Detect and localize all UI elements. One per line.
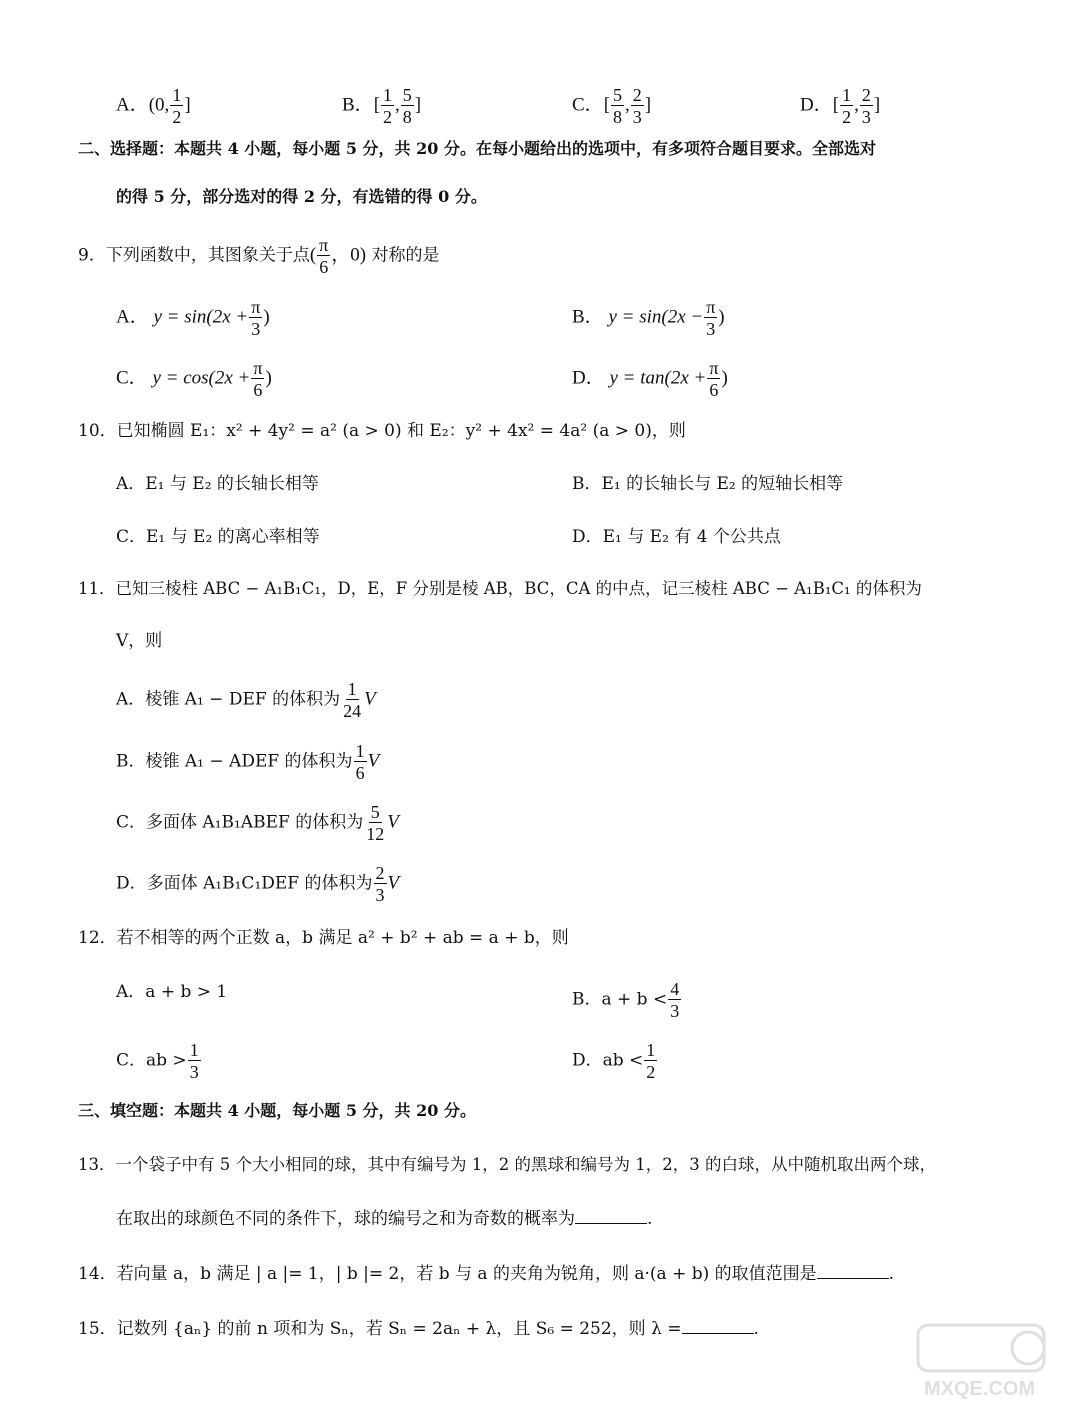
q12-option-c: C．ab > $\frac{1}{3}$	[116, 1040, 199, 1082]
q9-option-a: A． y = sin(2x + $\frac{\pi}{3}$ )	[116, 297, 270, 339]
q11-option-d: D．多面体 A₁B₁C₁DEF 的体积为 $\frac{2}{3}$ V	[116, 863, 400, 905]
q10-option-d: D．E₁ 与 E₂ 有 4 个公共点	[572, 527, 781, 547]
q10-option-a: A．E₁ 与 E₂ 的长轴长相等	[116, 474, 319, 494]
section-2-heading-cont: 的得 5 分，部分选对的得 2 分，有选错的得 0 分。	[116, 187, 487, 206]
q10-option-b: B．E₁ 的长轴长与 E₂ 的短轴长相等	[572, 474, 844, 494]
watermark-text: MXQE.COM	[924, 1378, 1036, 1400]
q8-option-b: B．[ $\frac{1}{2}$ , $\frac{5}{8}$ ]	[342, 85, 422, 127]
question-15-stem: 15．记数列 {aₙ} 的前 n 项和为 Sₙ，若 Sₙ = 2aₙ + λ，且 S₆ = 252，则 λ = .	[78, 1319, 759, 1339]
q12-option-a: A．a + b > 1	[116, 982, 228, 1002]
q8-option-a: A．(0, $\frac{1}{2}$ ]	[116, 85, 191, 127]
q9-option-b: B． y = sin(2x − $\frac{\pi}{3}$ )	[572, 297, 725, 339]
question-13-stem-cont: 在取出的球颜色不同的条件下，球的编号之和为奇数的概率为 .	[116, 1209, 653, 1229]
q14-answer-blank[interactable]	[817, 1262, 889, 1279]
q12-option-d: D．ab < $\frac{1}{2}$	[572, 1040, 656, 1082]
q10-option-c: C．E₁ 与 E₂ 的离心率相等	[116, 527, 320, 547]
q13-answer-blank[interactable]	[575, 1207, 647, 1224]
question-11-stem: 11．已知三棱柱 ABC − A₁B₁C₁，D，E，F 分别是棱 AB，BC，CA 的中点，记三棱柱 ABC − A₁B₁C₁ 的体积为	[78, 579, 922, 598]
question-10-stem: 10．已知椭圆 E₁：x² + 4y² = a² (a > 0) 和 E₂：y² + 4x² = 4a² (a > 0)，则	[78, 421, 686, 441]
question-14-stem: 14．若向量 a，b 满足 | a |= 1，| b |= 2，若 b 与 a 的夹角为锐角，则 a·(a + b) 的取值范围是 .	[78, 1264, 895, 1284]
q11-option-c: C．多面体 A₁B₁ABEF 的体积为 $\frac{5}{12}$ V	[116, 802, 399, 844]
q9-option-c: C． y = cos(2x + $\frac{\pi}{6}$ )	[116, 358, 272, 400]
q11-option-b: B．棱锥 A₁ − ADEF 的体积为 $\frac{1}{6}$ V	[116, 741, 380, 783]
watermark-logo	[910, 1321, 1060, 1401]
q9-option-d: D． y = tan(2x + $\frac{\pi}{6}$ )	[572, 358, 728, 400]
question-11-stem-cont: V，则	[116, 631, 163, 651]
section-3-heading: 三、填空题：本题共 4 小题，每小题 5 分，共 20 分。	[78, 1101, 476, 1120]
section-2-heading: 二、选择题：本题共 4 小题，每小题 5 分，共 20 分。在每小题给出的选项中，有多项符合题目要求。全部选对	[78, 139, 876, 158]
q8-option-c: C．[ $\frac{5}{8}$ , $\frac{2}{3}$ ]	[572, 85, 652, 127]
q12-option-b: B．a + b < $\frac{4}{3}$	[572, 979, 680, 1021]
q11-option-a: A．棱锥 A₁ − DEF 的体积为 $\frac{1}{24}$ V	[116, 679, 376, 721]
q15-answer-blank[interactable]	[682, 1317, 754, 1334]
question-12-stem: 12．若不相等的两个正数 a，b 满足 a² + b² + ab = a + b，则	[78, 928, 569, 948]
q8-option-d: D．[ $\frac{1}{2}$ , $\frac{2}{3}$ ]	[800, 85, 881, 127]
question-13-stem: 13．一个袋子中有 5 个大小相同的球，其中有编号为 1，2 的黑球和编号为 1，2，3 的白球，从中随机取出两个球，	[78, 1155, 936, 1174]
question-9-stem: 9．下列函数中，其图象关于点( $\frac{\pi}{6}$ ，0) 对称的是	[78, 235, 440, 277]
